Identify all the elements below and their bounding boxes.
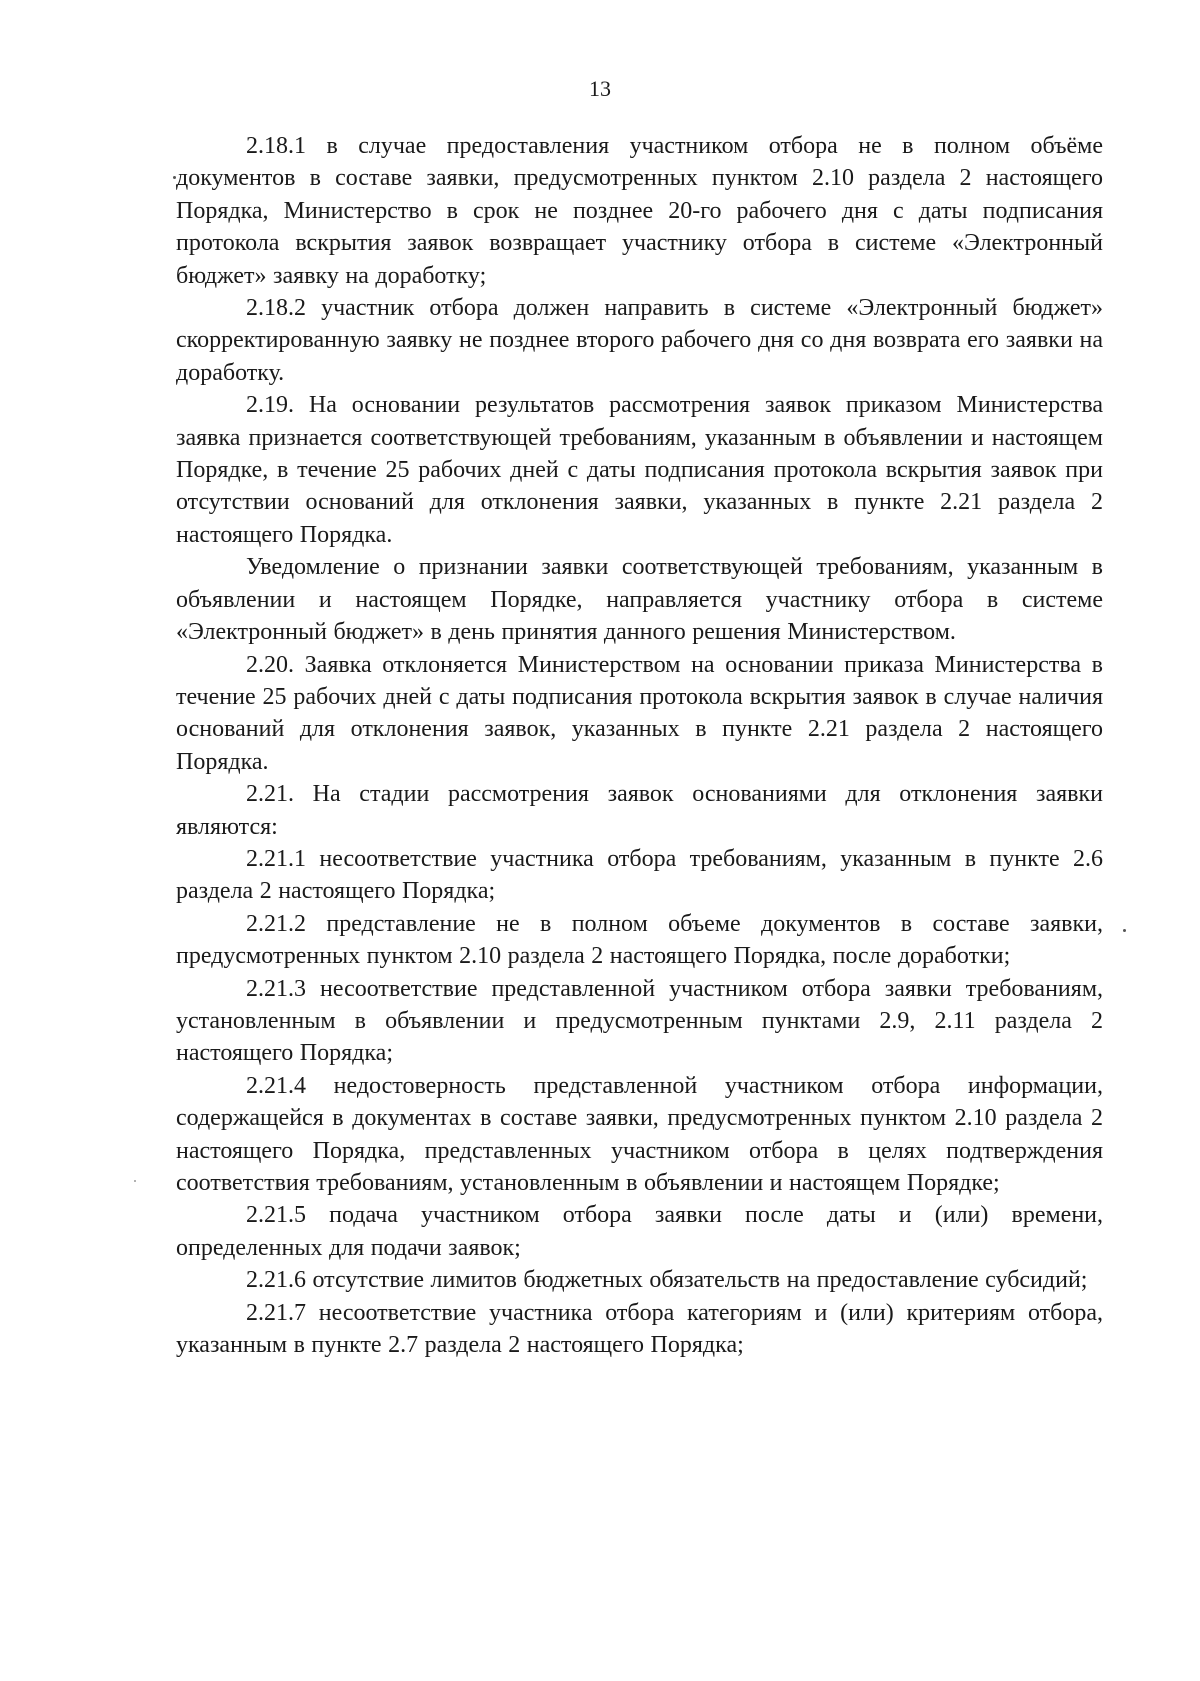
paragraph-2-21-2: 2.21.2 представление не в полном объеме документов в составе заявки, предусмотренных пунктом 2.10 раздела 2 настоящего Порядка, после доработки; [176,910,1103,970]
paragraph-2-21-7: 2.21.7 несоответствие участника отбора категориям и (или) критериям отбора, указанным в пункте 2.7 раздела 2 настоящего Порядка; [176,1299,1103,1359]
paragraph-2-20: 2.20. Заявка отклоняется Министерством на основании приказа Министерства в течение 25 рабочих дней с даты подписания протокола вскрытия заявок в случае наличия оснований для отклонения заявок, указанных в пункте 2.21 раздела 2 настоящего Порядка. [176,651,1103,775]
scan-speck [1123,929,1126,932]
page-number: 13 [589,76,611,101]
paragraph-2-21-4: 2.21.4 недостоверность представленной участником отбора информации, содержащейся в документах в составе заявки, предусмотренных пунктом 2.10 раздела 2 настоящего Порядка, представленных участником отбора в целях подтверждения соответствия требованиям, установленным в объявлении и настоящем Порядке; [176,1072,1103,1196]
paragraph-2-21: 2.21. На стадии рассмотрения заявок основаниями для отклонения заявки являются: [176,781,1103,840]
paragraph-2-18-2: 2.18.2 участник отбора должен направить в системе «Электронный бюджет» скорректированную заявку не позднее второго рабочего дня со дня возврата его заявки на доработку. [176,295,1103,386]
paragraph-2-21-1: 2.21.1 несоответствие участника отбора требованиям, указанным в пункте 2.6 раздела 2 настоящего Порядка; [176,845,1103,905]
paragraph-2-21-5: 2.21.5 подача участником отбора заявки после даты и (или) времени, определенных для подачи заявок; [176,1202,1103,1261]
scan-speck [173,176,176,179]
paragraph-2-21-6: 2.21.6 отсутствие лимитов бюджетных обязательств на предоставление субсидий; [246,1267,1088,1294]
document-body [176,130,1103,1361]
scan-speck [134,1180,136,1182]
paragraph-2-18-1: 2.18.1 в случае предоставления участником отбора не в полном объёме документов в составе заявки, предусмотренных пунктом 2.10 раздела 2 настоящего Порядка, Министерство в срок не позднее 20-го рабочего дня с даты подписания протокола вскрытия заявок возвращает участнику отбора в системе «Электронный бюджет» заявку на доработку; [176,133,1103,289]
paragraph-2-19: 2.19. На основании результатов рассмотрения заявок приказом Министерства заявка признается соответствующей требованиям, указанным в объявлении и настоящем Порядке, в течение 25 рабочих дней с даты подписания протокола вскрытия заявок при отсутствии оснований для отклонения заявки, указанных в пункте 2.21 раздела 2 настоящего Порядка. [176,392,1103,548]
paragraph-2-21-3: 2.21.3 несоответствие представленной участником отбора заявки требованиям, установленным в объявлении и предусмотренным пунктами 2.9, 2.11 раздела 2 настоящего Порядка; [176,975,1103,1067]
paragraph-notification: Уведомление о признании заявки соответствующей требованиям, указанным в объявлении и настоящем Порядке, направляется участнику отбора в системе «Электронный бюджет» в день принятия данного решения Министерством. [176,554,1103,646]
